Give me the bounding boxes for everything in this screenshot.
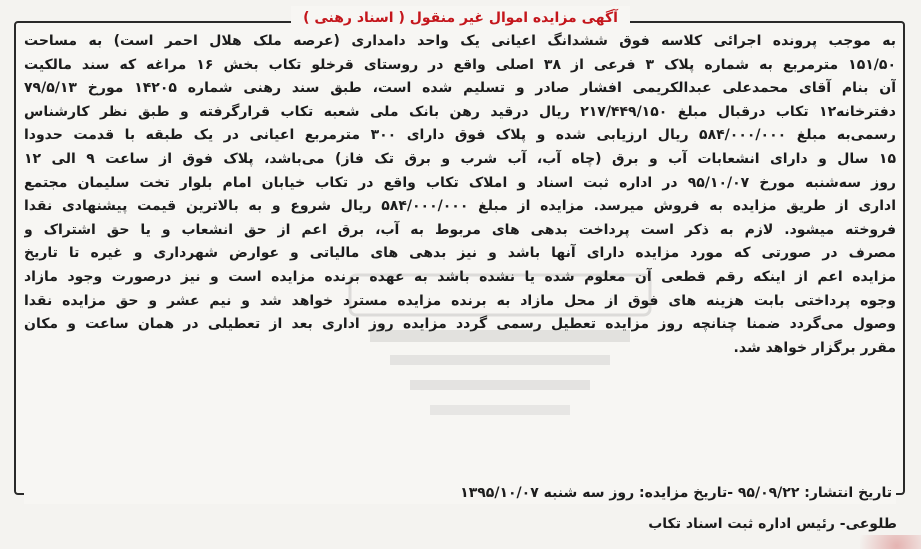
body-line: روز سه‌شنبه مورخ ۹۵/۱۰/۰۷ در اداره ثبت اسناد و املاک تکاب واقع در تکاب خیابان امام بلوار تخت سلیمان مجتمع	[24, 174, 896, 191]
body-line: وصول می‌گردد ضمنا چنانچه روز مزایده تعطیل رسمی گردد مزایده روز اداری بعد از تعطیلی در همان ساعت و مکان	[24, 316, 896, 333]
body-line: اداری از طریق مزایده به فروش میرسد. مزایده از مبلغ ۵۸۴/۰۰۰/۰۰۰ ریال شروع و به بالاترین قیمت پیشنهادی نقدا	[24, 198, 896, 215]
notice-title-wrap	[0, 6, 921, 30]
publish-date-line: تاریخ انتشار: ۹۵/۰۹/۲۲ -تاریخ مزایده: روز سه شنبه ۱۳۹۵/۱۰/۰۷	[24, 482, 896, 504]
notice-body	[24, 30, 896, 360]
body-line: آن بنام آقای محمدعلی عبدالکریمی افشار صادر و تسلیم شده است، طبق سند رهنی شماره ۱۴۲۰۵ مورخ ۷۹/۵/۱۳	[24, 80, 896, 97]
body-line: مصرف در صورتی که مورد مزایده دارای آنها باشد و نیز بدهی های مالیاتی و عوارض شهرداری و غیره تا تاریخ	[24, 245, 896, 262]
body-line: مقرر برگزار خواهد شد.	[733, 339, 896, 356]
body-line: مزایده اعم از اینکه رقم قطعی آن معلوم شده یا نشده باشد به عهده برنده مزایده است و نیز درصورت وجود مازاد	[24, 268, 896, 285]
body-line: دفترخانه۱۲ تکاب درقبال مبلغ ۲۱۷/۴۴۹/۱۵۰ ریال درقید رهن بانک ملی شعبه تکاب قرارگرفته و طبق نظر کارشناس	[24, 103, 896, 120]
notice-title: آگهی مزایده اموال غیر منقول ( اسناد رهنی )	[291, 6, 630, 30]
body-line: ۱۵۱/۵۰ مترمربع به شماره پلاک ۳ فرعی از ۳۸ اصلی واقع در روستای قرخلو تکاب بخش ۱۶ مراغه که سند مالکیت	[24, 56, 896, 73]
body-line: رسمی‌به مبلغ ۵۸۴/۰۰۰/۰۰۰ ریال ارزیابی شده و پلاک فوق دارای ۳۰۰ مترمربع اعیانی در یک طبقه با قدمت حدودا	[24, 127, 896, 144]
ink-smudge	[860, 535, 921, 549]
body-line: وجوه پرداختی بابت هزینه های فوق از محل مازاد به برنده مزایده مسترد خواهد شد و نیم عشر و حق مزایده نقدا	[24, 292, 896, 309]
signature: طلوعی- رئیس اداره ثبت اسناد تکاب	[648, 516, 897, 532]
body-line: فروخته میشود. لازم به ذکر است پرداخت بدهی های مربوط به آب، برق اعم از حق انشعاب و یا حق اشتراک و	[24, 221, 896, 238]
body-line: به موجب پرونده اجرائی کلاسه فوق ششدانگ اعیانی یک واحد دامداری (عرصه ملک هلال احمر است) به مساحت	[24, 33, 896, 49]
body-line: ۱۵ سال و دارای انشعابات آب و برق (چاه آب، آب شرب و برق تک فاز) می‌باشد، پلاک فوق از ساعت ۹ الی ۱۲	[24, 150, 896, 167]
